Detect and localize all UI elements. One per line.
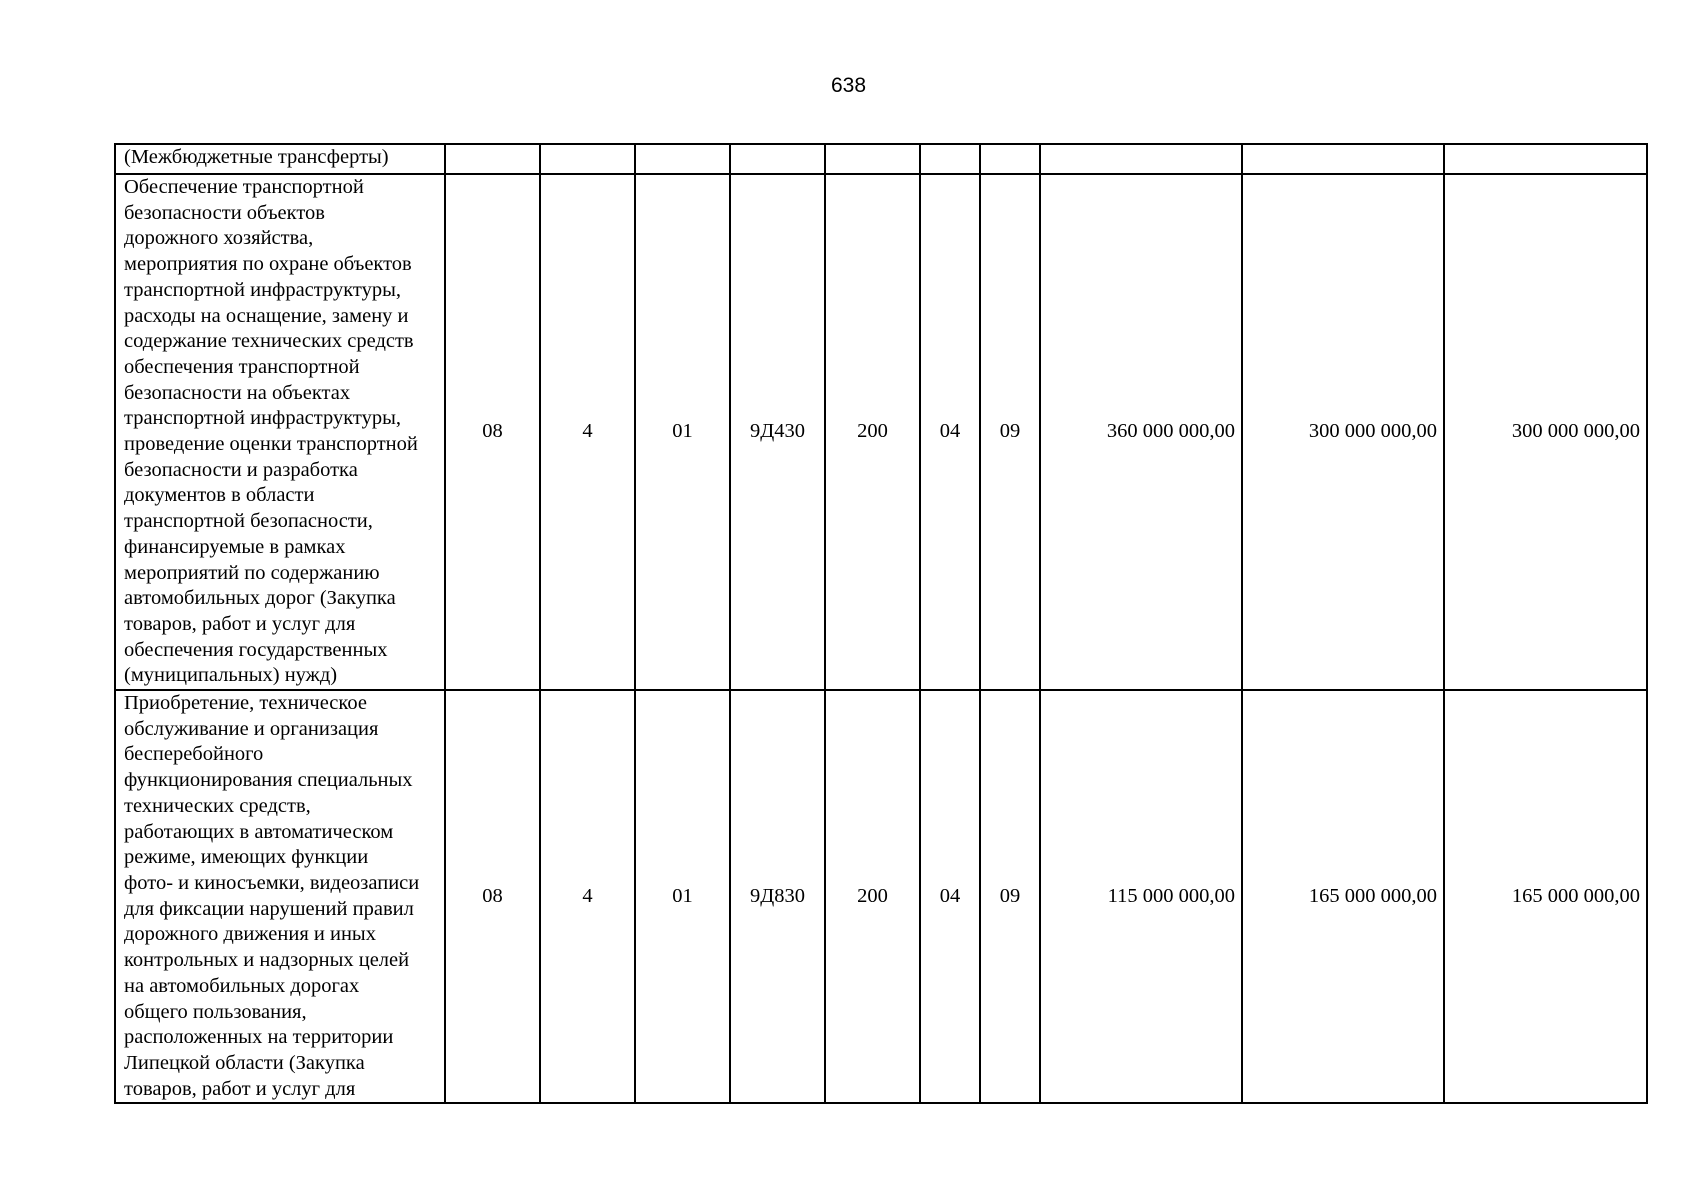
code-cell: 4 bbox=[540, 174, 635, 690]
code-cell bbox=[445, 144, 540, 174]
row-description: Приобретение, техническое обслуживание и организация бесперебойного функционирования специальных технических средств, работающих в автоматическом режиме, имеющих функции фото- и киносъемки, видеозаписи для фиксации нарушений правил дорожного движения и иных контрольных и надзорных целей на автомобильных дорогах общего пользования, расположенных на территории Липецкой области (Закупка товаров, работ и услуг для bbox=[115, 690, 445, 1103]
row-description: Обеспечение транспортной безопасности объектов дорожного хозяйства, мероприятия по охране объектов транспортной инфраструктуры, расходы на оснащение, замену и содержание технических средств обеспечения транспортной безопасности на объектах транспортной инфраструктуры, проведение оценки транспортной безопасности и разработка документов в области транспортной безопасности, финансируемые в рамках мероприятий по содержанию автомобильных дорог (Закупка товаров, работ и услуг для обеспечения государственных (муниципальных) нужд) bbox=[115, 174, 445, 690]
code-cell bbox=[825, 144, 920, 174]
page-number: 638 bbox=[830, 74, 867, 97]
code-cell: 9Д430 bbox=[730, 174, 825, 690]
amount-cell: 165 000 000,00 bbox=[1242, 690, 1444, 1103]
amount-cell bbox=[1040, 144, 1242, 174]
code-cell: 08 bbox=[445, 174, 540, 690]
code-cell: 04 bbox=[920, 174, 980, 690]
code-cell bbox=[730, 144, 825, 174]
code-cell: 9Д830 bbox=[730, 690, 825, 1103]
amount-cell bbox=[1242, 144, 1444, 174]
code-cell: 200 bbox=[825, 174, 920, 690]
amount-cell bbox=[1444, 144, 1647, 174]
amount-cell: 360 000 000,00 bbox=[1040, 174, 1242, 690]
code-cell bbox=[980, 144, 1040, 174]
code-cell: 01 bbox=[635, 174, 730, 690]
amount-cell: 115 000 000,00 bbox=[1040, 690, 1242, 1103]
amount-cell: 300 000 000,00 bbox=[1444, 174, 1647, 690]
budget-table bbox=[114, 143, 1648, 1104]
amount-cell: 300 000 000,00 bbox=[1242, 174, 1444, 690]
amount-cell: 165 000 000,00 bbox=[1444, 690, 1647, 1103]
code-cell: 04 bbox=[920, 690, 980, 1103]
code-cell: 08 bbox=[445, 690, 540, 1103]
code-cell: 09 bbox=[980, 174, 1040, 690]
table-row bbox=[115, 144, 1647, 174]
code-cell: 4 bbox=[540, 690, 635, 1103]
row-description: (Межбюджетные трансферты) bbox=[115, 144, 445, 174]
table-row bbox=[115, 690, 1647, 1103]
code-cell bbox=[920, 144, 980, 174]
code-cell bbox=[540, 144, 635, 174]
code-cell: 09 bbox=[980, 690, 1040, 1103]
code-cell: 01 bbox=[635, 690, 730, 1103]
table-row bbox=[115, 174, 1647, 690]
code-cell bbox=[635, 144, 730, 174]
code-cell: 200 bbox=[825, 690, 920, 1103]
